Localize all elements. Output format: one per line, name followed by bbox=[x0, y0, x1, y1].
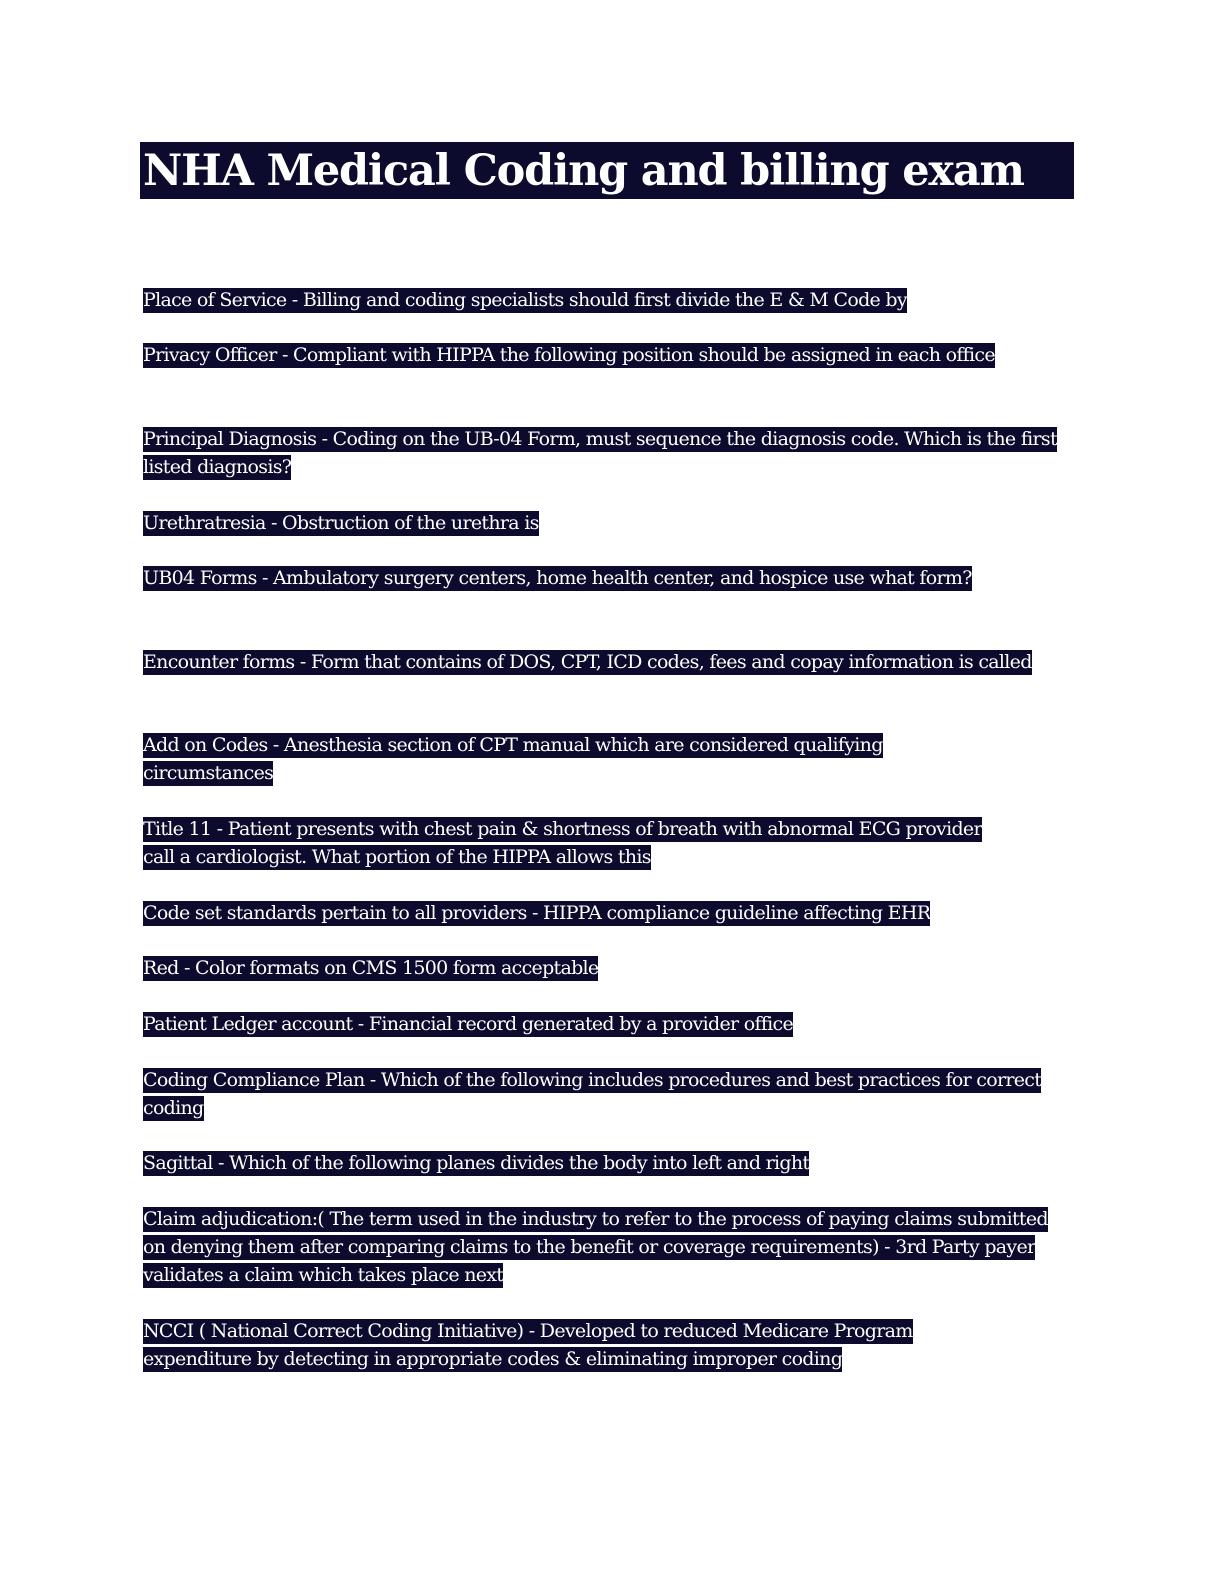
qa-entry-ncci: NCCI ( National Correct Coding Initiative) - Developed to reduced Medicare Program expenditure by detecting in appropriate codes & eliminating improper coding bbox=[143, 1320, 913, 1370]
qa-entry-patient-ledger: Patient Ledger account - Financial record generated by a provider office bbox=[143, 1013, 794, 1035]
qa-entry-encounter-forms: Encounter forms - Form that contains of DOS, CPT, ICD codes, fees and copay information is called bbox=[143, 651, 1032, 673]
qa-entry-privacy-officer: Privacy Officer - Compliant with HIPPA the following position should be assigned in each office bbox=[143, 344, 995, 366]
qa-entry-coding-compliance-plan: Coding Compliance Plan - Which of the following includes procedures and best practices for correct coding bbox=[143, 1069, 1042, 1119]
qa-entry-principal-diagnosis: Principal Diagnosis - Coding on the UB-04 Form, must sequence the diagnosis code. Which is the first listed diagnosis? bbox=[143, 428, 1057, 478]
qa-entry-ub04-forms: UB04 Forms - Ambulatory surgery centers, home health center, and hospice use what form? bbox=[143, 567, 972, 589]
qa-entry-code-set-standards: Code set standards pertain to all providers - HIPPA compliance guideline affecting EHR bbox=[143, 902, 931, 924]
qa-entry-place-of-service: Place of Service - Billing and coding specialists should first divide the E & M Code by bbox=[143, 289, 907, 311]
qa-entry-add-on-codes: Add on Codes - Anesthesia section of CPT manual which are considered qualifying circumstances bbox=[143, 734, 883, 784]
qa-entry-claim-adjudication: Claim adjudication:( The term used in the industry to refer to the process of paying claims submitted on denying them after comparing claims to the benefit or coverage requirements) - 3rd Party payer validates a claim which takes place next bbox=[143, 1208, 1048, 1286]
document-title: NHA Medical Coding and billing exam bbox=[143, 146, 1024, 196]
qa-entry-red: Red - Color formats on CMS 1500 form acceptable bbox=[143, 957, 599, 979]
qa-entry-title-11: Title 11 - Patient presents with chest pain & shortness of breath with abnormal ECG provider call a cardiologist. What portion of the HIPPA allows this bbox=[143, 818, 982, 868]
title-highlight bbox=[140, 142, 1074, 199]
qa-entry-sagittal: Sagittal - Which of the following planes divides the body into left and right bbox=[143, 1152, 810, 1174]
qa-entry-urethratresia: Urethratresia - Obstruction of the urethra is bbox=[143, 512, 539, 534]
